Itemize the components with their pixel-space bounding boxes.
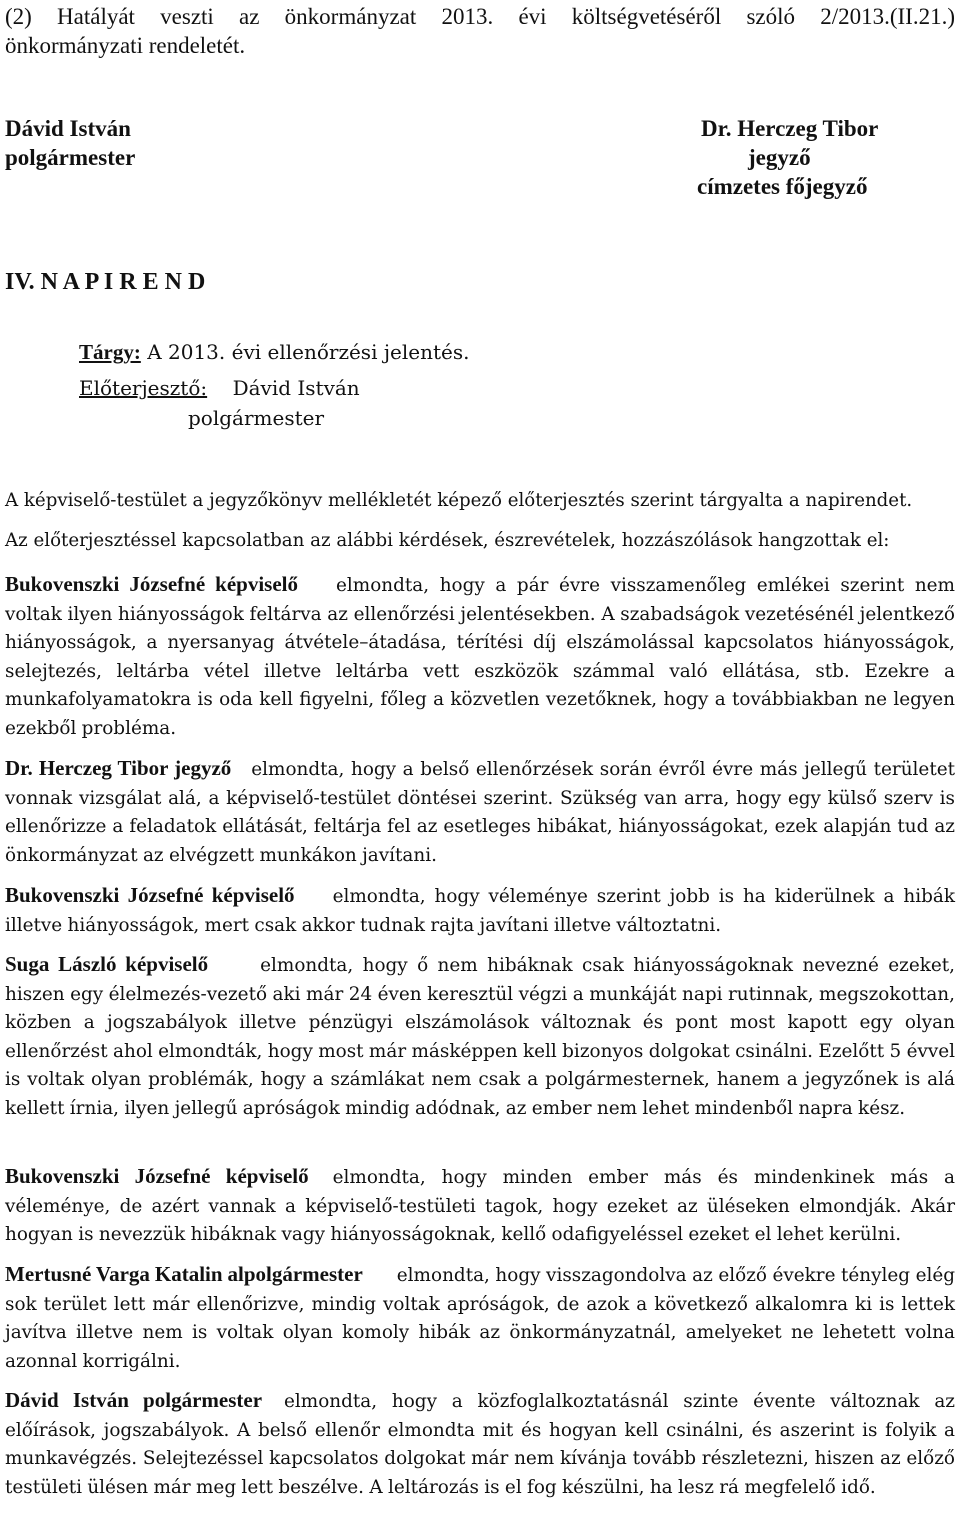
presenter-name: Dávid István (232, 376, 360, 400)
intro-line-2: Az előterjesztéssel kapcsolatban az alábbi kérdések, észrevételek, hozzászólások hangzottak el: (5, 530, 890, 551)
signature-left-title: polgármester (5, 145, 136, 170)
agenda-presenter (79, 376, 360, 400)
comment-text: elmondta, hogy véleménye szerint jobb is ha kiderülnek a hibák illetve hiányosságok, mert csak akkor tudnak rajta javítani illetve változtatni. (5, 886, 955, 936)
speaker-name: Dávid István polgármester (5, 1388, 263, 1412)
speaker-name: Bukovenszki Józsefné képviselő (5, 1164, 309, 1188)
signature-right-title-2: címzetes főjegyző (697, 174, 868, 199)
comment-text: elmondta, hogy minden ember más és mindenkinek más a véleménye, de azért vannak a képviselő-testületi tagok, hogy ezeket az üléseken elmondják. Akár hogyan is nevezzük hibáknak vagy hiányosságoknak, kellő odafigyeléssel ezeket el lehet kerülni. (5, 1167, 955, 1245)
comment-paragraph (5, 1386, 955, 1502)
comment-text: elmondta, hogy visszagondolva az előző évekre tényleg elég sok terület lett már ellenőrizve, mindig voltak apróságok, de azok a következő alkalomra ki is lettek javítva illetve nem is voltak olyan komoly hibák az önkormányzatnál, amelyeket ne lehetett volna azonnal korrigálni. (5, 1265, 956, 1372)
speaker-name: Bukovenszki Józsefné képviselő (5, 572, 299, 596)
comment-paragraph (5, 1260, 955, 1376)
comment-text: elmondta, hogy a közfoglalkoztatásnál szinte évente változnak az előírások, jogszabályok. A belső ellenőr elmondta mit és hogyan kell csinálni, és aszerint is folyik a munkavégzés. Selejtezéssel kapcsolatos dolgokat már nem kívánja tovább részletezni, hiszen az előző testületi ülésen már meg lett beszélve. A leltározás is el fog készülni, ha lesz rá megfelelő idő. (5, 1391, 955, 1498)
subject-text: A 2013. évi ellenőrzési jelentés. (147, 340, 470, 364)
comment-paragraph (5, 754, 955, 870)
agenda-heading: IV. N A P I R E N D (5, 269, 206, 295)
subject-label: Tárgy: (79, 340, 141, 364)
speaker-name: Mertusné Varga Katalin alpolgármester (5, 1262, 363, 1286)
speaker-name: Suga László képviselő (5, 952, 209, 976)
header-line-1: (2) Hatályát veszti az önkormányzat 2013. évi költségvetéséről szóló 2/2013.(II.21.) (5, 4, 955, 29)
header-line-2: önkormányzati rendeletét. (5, 33, 246, 58)
agenda-subject (79, 340, 469, 365)
comment-paragraph (5, 881, 955, 940)
comment-paragraph (5, 1162, 955, 1250)
comment-paragraph (5, 570, 955, 743)
comment-paragraph (5, 950, 955, 1123)
comment-text: elmondta, hogy ő nem hibáknak csak hiányosságoknak nevezné ezeket, hiszen egy élelmezés-vezető aki már 24 éven keresztül végzi a munkáját napi rutinnak, megszokottan, közben a jogszabályok illetve pénzügyi elszámolások változnak és pont most kapott egy olyan ellenőrzést ahol elmondták, hogy most már másképpen kell bizonyos dolgokat csinálni. Ezelőtt 5 évvel is voltak olyan problémák, hogy a számlákat nem csak a polgármesternek, hanem a jegyzőnek is alá kellett írnia, ilyen jellegű apróságok mindig adódnak, az ember nem lehet mindenből napra kész. (5, 955, 955, 1119)
presenter-label: Előterjesztő: (79, 376, 208, 400)
comment-text: elmondta, hogy a pár évre visszamenőleg emlékei szerint nem voltak ilyen hiányosságok feltárva az ellenőrzési jelentésekben. A szabadságok vezetésénél jelentkező hiányosságok, a nyersanyag átvétele–átadása, térítési díj elszámolással kapcsolatos hiányosságok, selejtezés, leltárba vétel illetve leltárba vett eszközök számmal való ellátása, stb. Ezekre a munkafolyamatokra is oda kell figyelni, főleg a közvetlen vezetőknek, hogy a továbbiakban ne legyen ezekből probléma. (5, 575, 955, 739)
signature-right-title: jegyző (748, 145, 811, 170)
presenter-title: polgármester (188, 406, 325, 430)
speaker-name: Dr. Herczeg Tibor jegyző (5, 756, 232, 780)
speaker-name: Bukovenszki Józsefné képviselő (5, 883, 295, 907)
signature-right-name: Dr. Herczeg Tibor (701, 116, 879, 141)
comment-text: elmondta, hogy a belső ellenőrzések során évről évre más jellegű területet vonnak vizsgálat alá, a képviselő-testület döntései szerint. Szükség van arra, hogy egy külső szerv is ellenőrizze a feladatok ellátását, feltárja fel az esetleges hibákat, hiányosságokat, ezek alapján tud az önkormányzat az elvégzett munkákon javítani. (5, 759, 955, 866)
signature-left-name: Dávid István (5, 116, 131, 141)
intro-line-1: A képviselő-testület a jegyzőkönyv mellékletét képező előterjesztés szerint tárgyalta a napirendet. (5, 490, 913, 511)
